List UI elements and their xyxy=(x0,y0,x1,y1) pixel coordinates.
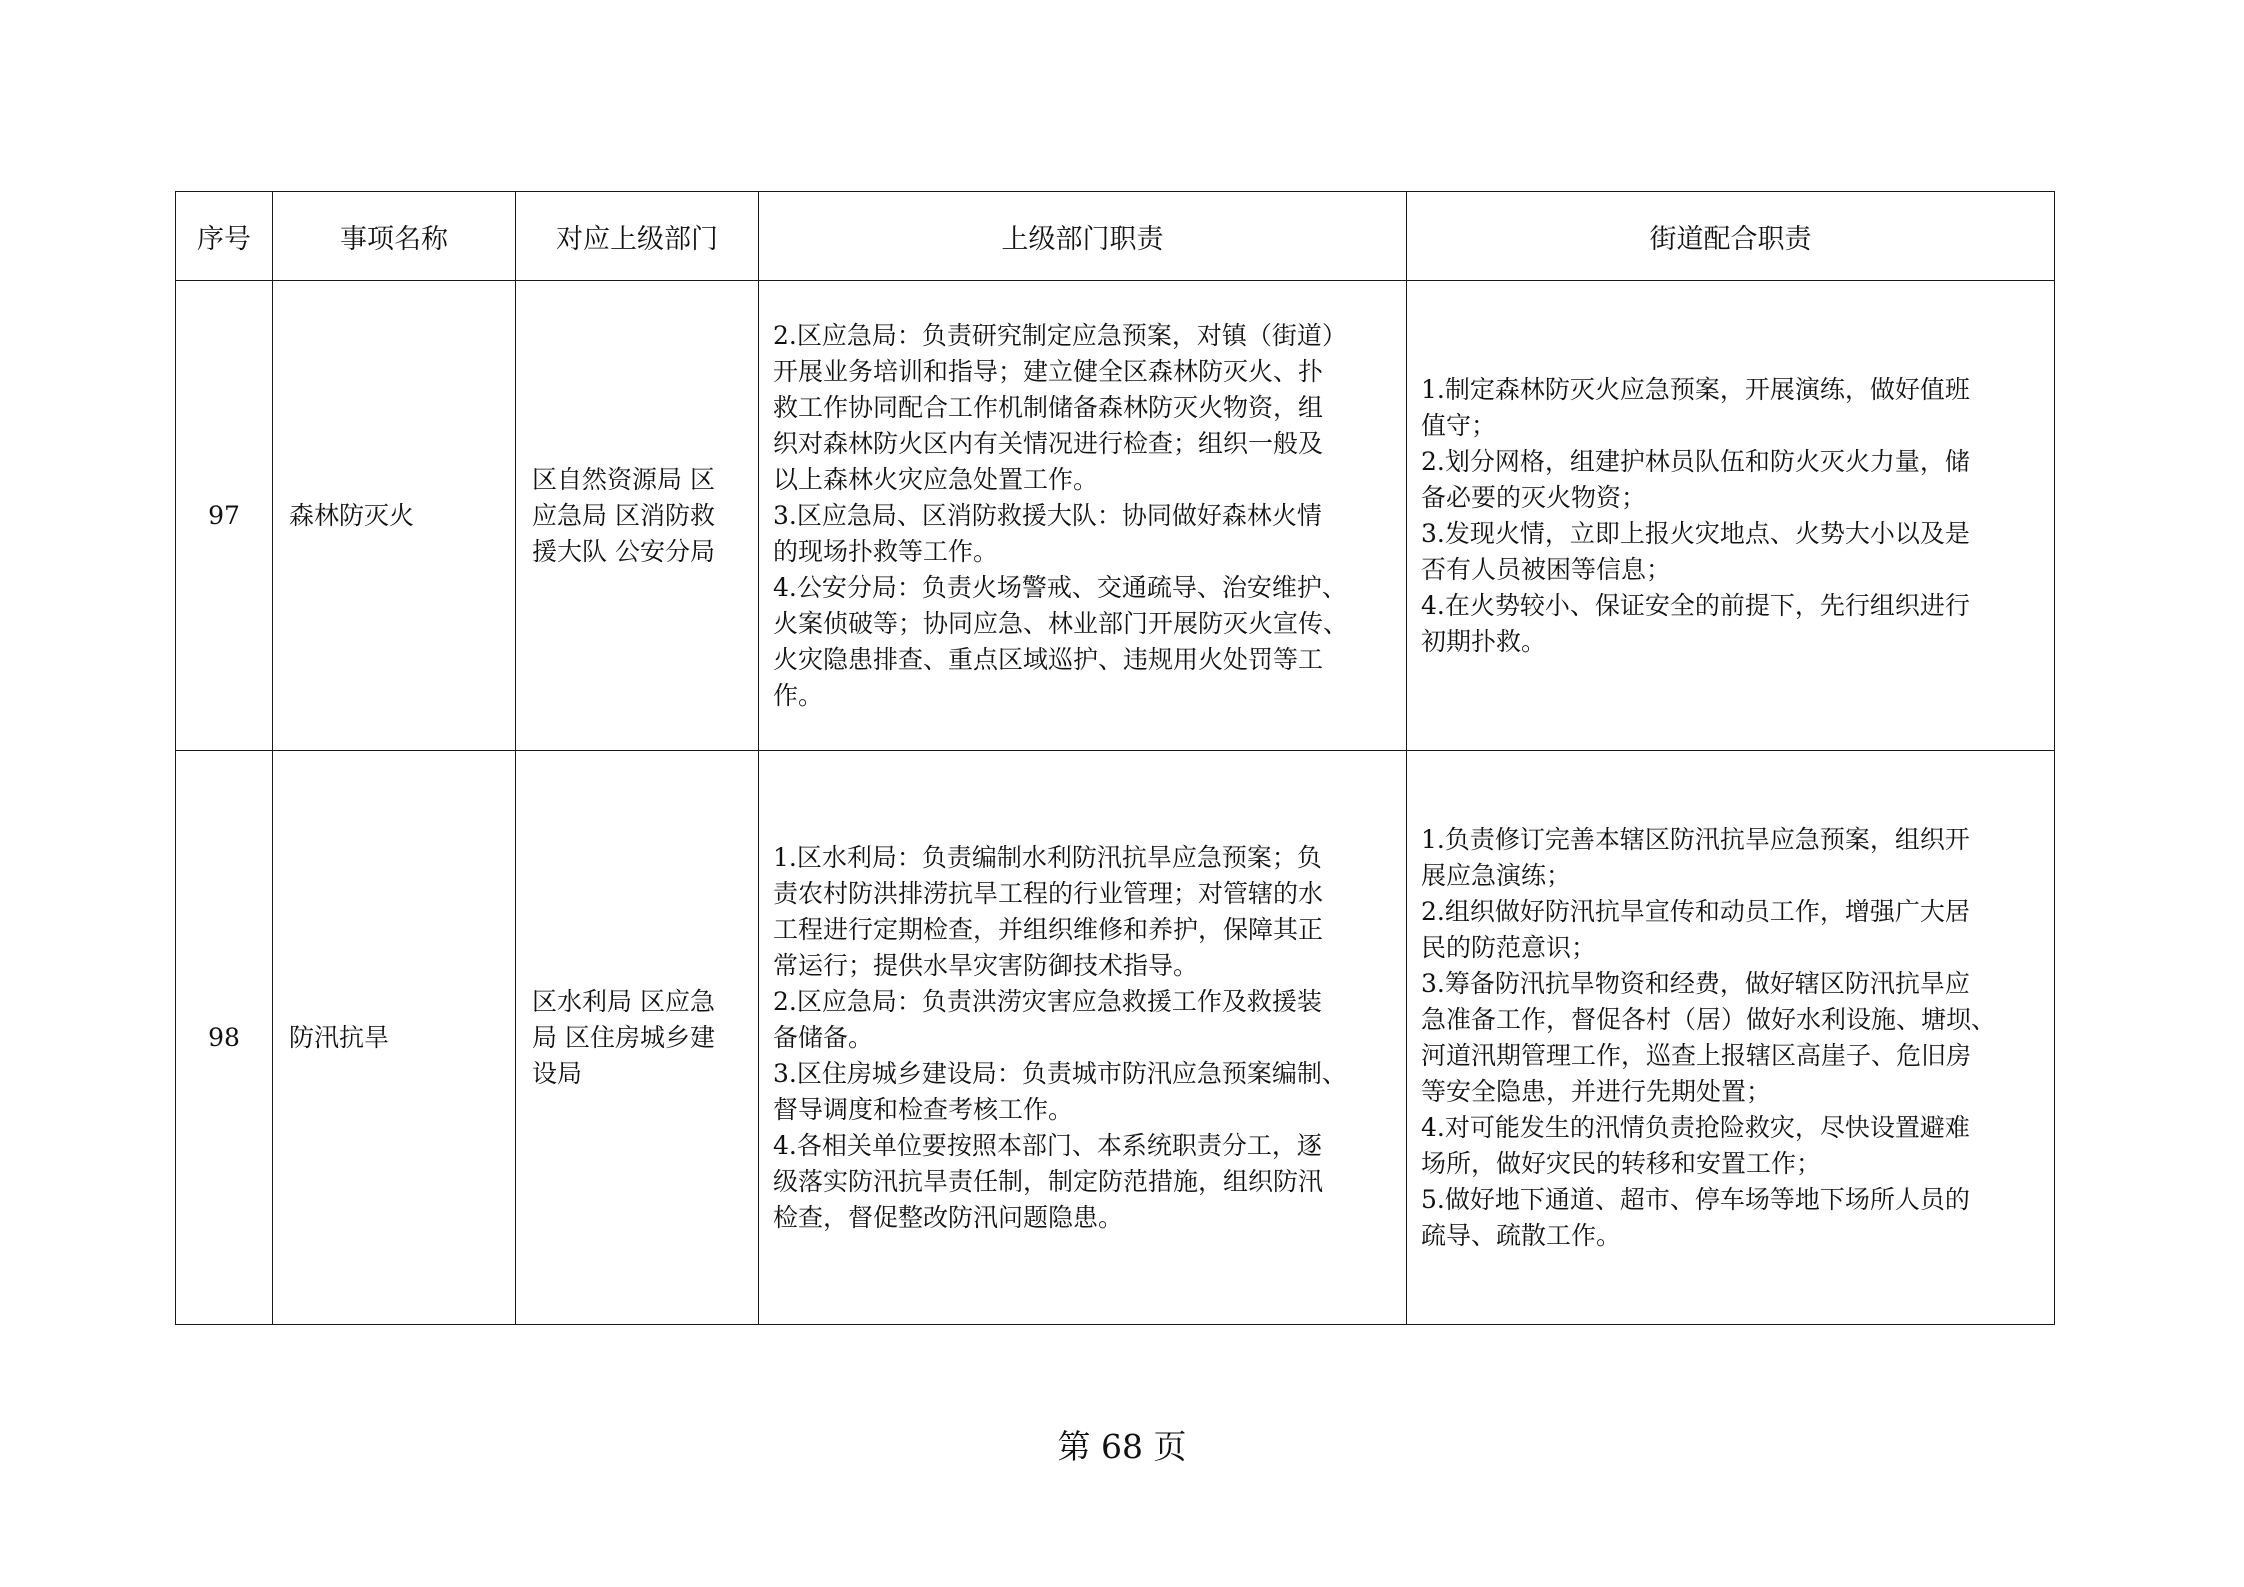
text-line: 1.区水利局：负责编制水利防汛抗旱应急预案；负 xyxy=(773,842,1322,872)
text-line: 1.制定森林防灭火应急预案，开展演练，做好值班 xyxy=(1421,374,1970,404)
text-line: 责农村防洪排涝抗旱工程的行业管理；对管辖的水 xyxy=(773,878,1324,908)
text-line: 等安全隐患，并进行先期处置； xyxy=(1421,1076,1772,1106)
text-line: 否有人员被困等信息； xyxy=(1421,554,1672,584)
text-line: 设局 xyxy=(532,1058,583,1088)
street-duties-cell xyxy=(1407,751,2055,1325)
row-number: 98 xyxy=(176,751,273,1325)
text-line: 督导调度和检查考核工作。 xyxy=(773,1094,1074,1124)
text-line: 织对森林防火区内有关情况进行检查；组织一般及 xyxy=(773,428,1324,458)
page-number: 第 68 页 xyxy=(1057,1427,1187,1466)
header-street-duties: 街道配合职责 xyxy=(1407,192,2055,281)
header-departments: 对应上级部门 xyxy=(516,192,759,281)
text-line: 河道汛期管理工作，巡查上报辖区高崖子、危旧房 xyxy=(1421,1040,1972,1070)
item-name: 防汛抗旱 xyxy=(273,751,516,1325)
header-upper-duties: 上级部门职责 xyxy=(759,192,1407,281)
text-line: 展应急演练； xyxy=(1421,860,1572,890)
text-line: 2.组织做好防汛抗旱宣传和动员工作，增强广大居 xyxy=(1421,896,1970,926)
text-line: 级落实防汛抗旱责任制，制定防范措施，组织防汛 xyxy=(773,1166,1324,1196)
text-line: 民的防范意识； xyxy=(1421,932,1597,962)
text-line: 区水利局 区应急 xyxy=(532,986,715,1016)
text-line: 1.负责修订完善本辖区防汛抗旱应急预案，组织开 xyxy=(1421,824,1970,854)
header-row xyxy=(176,192,2055,281)
item-name: 森林防灭火 xyxy=(273,281,516,751)
text-line: 局 区住房城乡建 xyxy=(532,1022,715,1052)
header-number: 序号 xyxy=(176,192,273,281)
text-line: 3.区住房城乡建设局：负责城市防汛应急预案编制、 xyxy=(773,1058,1347,1088)
street-duties-cell xyxy=(1407,281,2055,751)
text-line: 以上森林火灾应急处置工作。 xyxy=(773,464,1099,494)
text-line: 3.发现火情，立即上报火灾地点、火势大小以及是 xyxy=(1421,518,1970,548)
text-line: 的现场扑救等工作。 xyxy=(773,536,999,566)
text-line: 初期扑救。 xyxy=(1421,626,1547,656)
text-line: 火案侦破等；协同应急、林业部门开展防灭火宣传、 xyxy=(773,608,1349,638)
header-item-name: 事项名称 xyxy=(273,192,516,281)
text-line: 作。 xyxy=(773,680,824,710)
text-line: 火灾隐患排查、重点区域巡护、违规用火处罚等工 xyxy=(773,644,1324,674)
text-line: 疏导、疏散工作。 xyxy=(1421,1220,1622,1250)
text-line: 援大队 公安分局 xyxy=(532,536,715,566)
text-line: 3.筹备防汛抗旱物资和经费，做好辖区防汛抗旱应 xyxy=(1421,968,1970,998)
text-line: 区自然资源局 区 xyxy=(532,464,715,494)
text-line: 救工作协同配合工作机制储备森林防灭火物资，组 xyxy=(773,392,1324,422)
text-line: 2.区应急局：负责研究制定应急预案，对镇（街道） xyxy=(773,320,1347,350)
text-line: 2.区应急局：负责洪涝灾害应急救援工作及救援装 xyxy=(773,986,1322,1016)
text-line: 3.区应急局、区消防救援大队：协同做好森林火情 xyxy=(773,500,1322,530)
text-line: 开展业务培训和指导；建立健全区森林防灭火、扑 xyxy=(773,356,1324,386)
text-line: 应急局 区消防救 xyxy=(532,500,715,530)
departments-cell xyxy=(516,281,759,751)
duty-table xyxy=(175,191,2055,1325)
text-line: 场所，做好灾民的转移和安置工作； xyxy=(1421,1148,1822,1178)
text-line: 5.做好地下通道、超市、停车场等地下场所人员的 xyxy=(1421,1184,1970,1214)
upper-duties-cell xyxy=(759,751,1407,1325)
row-number: 97 xyxy=(176,281,273,751)
text-line: 4.对可能发生的汛情负责抢险救灾，尽快设置避难 xyxy=(1421,1112,1970,1142)
text-line: 备必要的灭火物资； xyxy=(1421,482,1647,512)
text-line: 急准备工作，督促各村（居）做好水利设施、塘坝、 xyxy=(1421,1004,1997,1034)
text-line: 4.公安分局：负责火场警戒、交通疏导、治安维护、 xyxy=(773,572,1347,602)
departments-cell xyxy=(516,751,759,1325)
upper-duties-cell xyxy=(759,281,1407,751)
table-header xyxy=(176,192,2055,281)
text-line: 4.各相关单位要按照本部门、本系统职责分工，逐 xyxy=(773,1130,1322,1160)
table-row xyxy=(176,281,2055,751)
text-line: 备储备。 xyxy=(773,1022,874,1052)
text-line: 检查，督促整改防汛问题隐患。 xyxy=(773,1202,1124,1232)
text-line: 2.划分网格，组建护林员队伍和防火灭火力量，储 xyxy=(1421,446,1970,476)
text-line: 4.在火势较小、保证安全的前提下，先行组织进行 xyxy=(1421,590,1970,620)
text-line: 常运行；提供水旱灾害防御技术指导。 xyxy=(773,950,1199,980)
table-row xyxy=(176,751,2055,1325)
text-line: 工程进行定期检查，并组织维修和养护，保障其正 xyxy=(773,914,1324,944)
text-line: 值守； xyxy=(1421,410,1497,440)
table-body xyxy=(176,281,2055,1325)
